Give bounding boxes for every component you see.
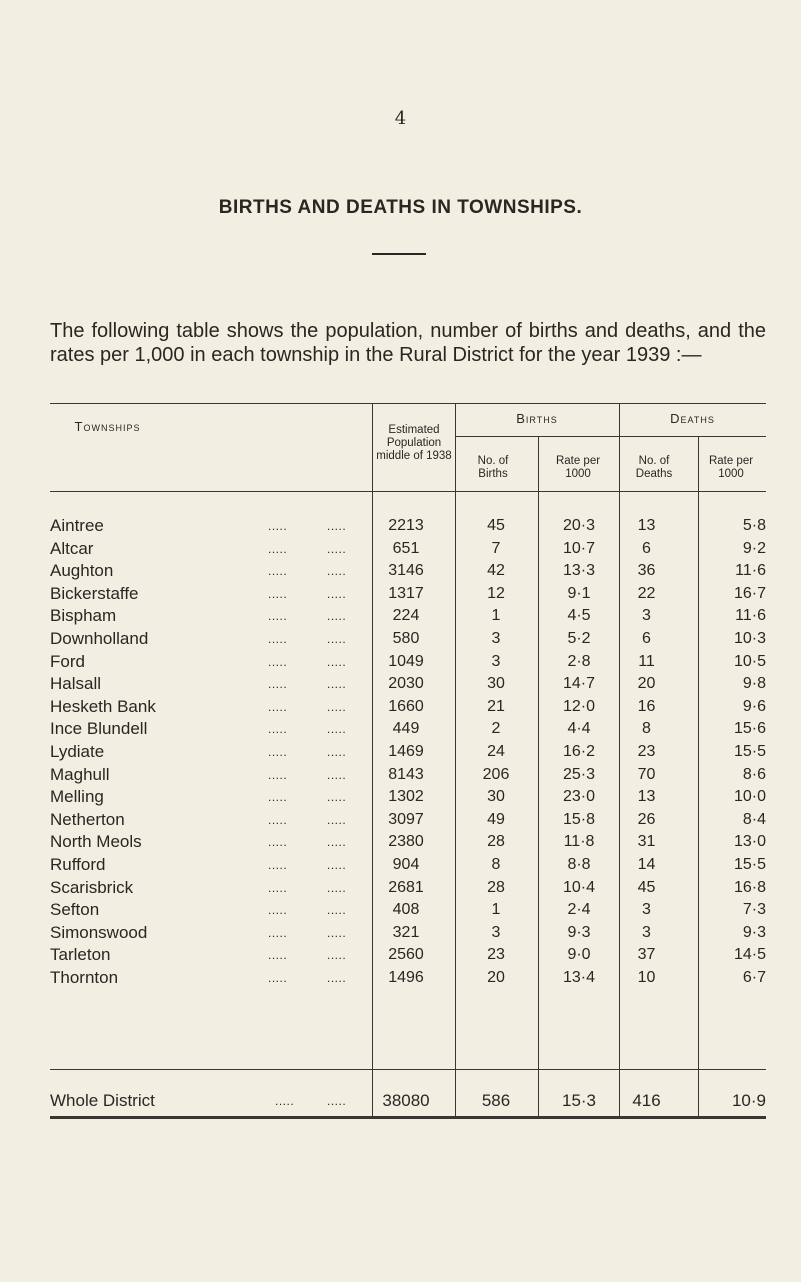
death-rate-cell: 11·6 <box>735 562 766 580</box>
deaths-cell: 22 <box>637 584 656 602</box>
deaths-cell: 26 <box>637 810 656 828</box>
leader-dots: ..... <box>268 971 288 985</box>
leader-dots: ..... <box>327 880 347 895</box>
total-births: 586 <box>481 1091 511 1110</box>
population-cell: 904 <box>392 856 420 873</box>
table-row <box>0 718 801 741</box>
deaths-cell: 16 <box>637 697 656 715</box>
table-row <box>0 877 801 900</box>
leader-dots: ..... <box>327 858 347 872</box>
death-rate-cell: 10·5 <box>733 652 766 670</box>
births-cell: 21 <box>487 697 505 715</box>
total-label: Whole District <box>50 1091 155 1110</box>
township-name: Bickerstaffe <box>50 583 139 603</box>
leader-dots: ..... <box>327 903 347 918</box>
deaths-cell: 31 <box>637 833 656 851</box>
birth-rate-cell: 5·2 <box>567 630 591 647</box>
deaths-cell: 45 <box>637 878 656 896</box>
population-cell: 580 <box>392 630 420 647</box>
leader-dots: ..... <box>268 948 288 963</box>
deaths-cell: 6 <box>642 630 651 647</box>
township-name: Bispham <box>50 606 117 626</box>
deaths-cell: 8 <box>642 720 651 738</box>
death-rate-cell: 8·4 <box>742 810 766 828</box>
population-cell: 2213 <box>388 517 424 534</box>
birth-rate-cell: 10·4 <box>562 878 596 896</box>
leader-dots: ..... <box>327 835 347 850</box>
leader-dots: ..... <box>268 677 288 692</box>
population-cell: 651 <box>392 539 420 557</box>
birth-rate-cell: 4·4 <box>567 720 591 738</box>
death-rate-cell: 15·5 <box>733 743 766 760</box>
header-bottom-rule <box>50 491 766 492</box>
births-cell: 23 <box>487 946 505 964</box>
births-cell: 8 <box>491 856 501 873</box>
total-dots: ..... <box>275 1094 295 1108</box>
total-top-rule <box>50 1069 766 1070</box>
births-cell: 3 <box>491 630 501 647</box>
births-cell: 30 <box>487 675 505 693</box>
table-bottom-rule <box>50 1116 766 1119</box>
table-row <box>0 944 801 967</box>
total-deaths: 416 <box>632 1091 661 1110</box>
table-row <box>0 538 801 561</box>
births-cell: 206 <box>482 765 510 783</box>
leader-dots: ..... <box>327 677 347 692</box>
death-rate-cell: 6·7 <box>742 969 766 986</box>
births-cell: 3 <box>491 923 501 941</box>
population-cell: 3097 <box>388 810 424 828</box>
table-row <box>0 786 801 809</box>
birth-rate-cell: 8·8 <box>567 856 591 873</box>
township-name: Hesketh Bank <box>50 696 156 716</box>
births-cell: 1 <box>491 901 501 919</box>
leader-dots: ..... <box>327 790 347 805</box>
death-rate-cell: 15·6 <box>733 720 766 738</box>
table-row <box>0 696 801 719</box>
death-rate-cell: 9·2 <box>742 539 766 557</box>
total-dots-2: ..... <box>327 1094 347 1108</box>
leader-dots: ..... <box>327 699 347 714</box>
page-title: BIRTHS AND DEATHS IN TOWNSHIPS. <box>218 197 583 218</box>
birth-rate-cell: 9·0 <box>567 946 591 964</box>
leader-dots: ..... <box>268 790 288 805</box>
death-rate-cell: 7·3 <box>742 901 766 919</box>
births-cell: 42 <box>487 562 505 580</box>
leader-dots: ..... <box>268 564 288 579</box>
population-cell: 2560 <box>388 946 424 964</box>
births-cell: 28 <box>487 833 505 851</box>
birth-rate-cell: 15·8 <box>562 810 596 828</box>
population-cell: 408 <box>392 901 420 919</box>
township-name: Halsall <box>50 674 102 694</box>
leader-dots: ..... <box>268 632 288 646</box>
table-row <box>0 515 801 538</box>
table-row <box>0 764 801 787</box>
header-townships: Townships <box>74 419 141 434</box>
leader-dots: ..... <box>268 835 288 850</box>
header-births-group: Births <box>516 411 558 426</box>
township-name: Downholland <box>50 629 149 648</box>
population-cell: 2681 <box>388 878 424 896</box>
population-cell: 8143 <box>388 765 424 783</box>
table-row <box>0 831 801 854</box>
deaths-cell: 13 <box>637 788 656 806</box>
leader-dots: ..... <box>268 541 288 556</box>
subheader-rule <box>455 436 766 437</box>
leader-dots: ..... <box>327 812 347 827</box>
township-name: Thornton <box>50 968 119 987</box>
leader-dots: ..... <box>268 654 288 669</box>
deaths-cell: 20 <box>637 675 656 693</box>
table-row <box>0 651 801 674</box>
header-deaths-group: Deaths <box>670 411 715 426</box>
township-name: Scarisbrick <box>50 877 134 897</box>
deaths-cell: 36 <box>637 562 656 580</box>
birth-rate-cell: 23·0 <box>562 788 596 806</box>
table-row <box>0 628 801 651</box>
leader-dots: ..... <box>268 880 288 895</box>
leader-dots: ..... <box>327 925 347 940</box>
death-rate-cell: 9·6 <box>742 697 766 715</box>
death-rate-cell: 5·8 <box>742 517 766 534</box>
population-cell: 1660 <box>388 697 424 715</box>
birth-rate-cell: 4·5 <box>567 607 591 625</box>
leader-dots: ..... <box>268 858 288 872</box>
township-name: Altcar <box>50 538 94 558</box>
header-birth-rate: Rate per 1000 <box>555 455 601 480</box>
intro-paragraph: The following table shows the population, number of births and deaths, and the rates per 1,000 in each township in the Rural District for the year 1939 :— <box>50 320 766 366</box>
leader-dots: ..... <box>268 586 288 601</box>
leader-dots: ..... <box>327 654 347 669</box>
table-row <box>0 922 801 945</box>
header-no-deaths: No. of Deaths <box>635 455 673 480</box>
population-cell: 3146 <box>388 562 424 580</box>
township-name: Simonswood <box>50 922 148 942</box>
birth-rate-cell: 11·8 <box>563 833 595 851</box>
header-no-births: No. of Births <box>477 455 509 480</box>
births-cell: 2 <box>491 720 501 738</box>
birth-rate-cell: 16·2 <box>562 743 596 760</box>
deaths-cell: 13 <box>637 517 656 534</box>
population-cell: 1469 <box>388 743 424 760</box>
births-cell: 45 <box>487 517 505 534</box>
death-rate-cell: 14·5 <box>733 946 766 964</box>
total-death-rate: 10·9 <box>731 1091 766 1110</box>
death-rate-cell: 10·3 <box>733 630 766 647</box>
birth-rate-cell: 12·0 <box>562 697 596 715</box>
leader-dots: ..... <box>327 541 347 556</box>
township-name: North Meols <box>50 832 142 852</box>
leader-dots: ..... <box>327 722 347 737</box>
population-cell: 321 <box>392 923 420 941</box>
population-cell: 1049 <box>388 652 424 670</box>
leader-dots: ..... <box>327 767 347 782</box>
leader-dots: ..... <box>268 745 288 759</box>
township-name: Lydiate <box>50 742 105 761</box>
deaths-cell: 6 <box>642 539 651 557</box>
leader-dots: ..... <box>268 767 288 782</box>
population-cell: 224 <box>392 607 420 625</box>
township-name: Ince Blundell <box>50 719 148 739</box>
population-cell: 2030 <box>388 675 424 693</box>
leader-dots: ..... <box>268 699 288 714</box>
birth-rate-cell: 13·4 <box>562 969 596 986</box>
births-cell: 20 <box>487 969 505 986</box>
birth-rate-cell: 10·7 <box>562 539 596 557</box>
population-cell: 449 <box>392 720 420 738</box>
deaths-cell: 10 <box>637 969 656 986</box>
birth-rate-cell: 14·7 <box>562 675 596 693</box>
township-name: Netherton <box>50 809 125 829</box>
deaths-cell: 70 <box>637 765 656 783</box>
death-rate-cell: 11·6 <box>735 607 766 625</box>
total-row <box>0 1090 801 1113</box>
birth-rate-cell: 25·3 <box>562 765 596 783</box>
birth-rate-cell: 2·8 <box>567 652 591 670</box>
population-cell: 2380 <box>388 833 424 851</box>
deaths-cell: 14 <box>637 856 656 873</box>
leader-dots: ..... <box>327 519 347 533</box>
birth-rate-cell: 2·4 <box>567 901 591 919</box>
leader-dots: ..... <box>327 971 347 985</box>
leader-dots: ..... <box>327 632 347 646</box>
leader-dots: ..... <box>268 722 288 737</box>
deaths-cell: 3 <box>642 901 651 919</box>
total-birth-rate: 15·3 <box>561 1091 597 1110</box>
leader-dots: ..... <box>327 586 347 601</box>
death-rate-cell: 9·8 <box>742 675 766 693</box>
population-cell: 1302 <box>388 788 424 806</box>
birth-rate-cell: 13·3 <box>562 562 596 580</box>
death-rate-cell: 16·7 <box>733 584 766 602</box>
leader-dots: ..... <box>327 948 347 963</box>
births-cell: 49 <box>487 810 505 828</box>
table-row <box>0 967 801 990</box>
table-row <box>0 560 801 583</box>
township-name: Aintree <box>50 516 104 535</box>
leader-dots: ..... <box>268 903 288 918</box>
birth-rate-cell: 9·1 <box>567 584 591 602</box>
births-cell: 7 <box>491 539 501 557</box>
township-name: Ford <box>50 651 85 671</box>
deaths-cell: 3 <box>642 607 651 625</box>
population-cell: 1496 <box>388 969 424 986</box>
births-cell: 12 <box>487 584 505 602</box>
table-row <box>0 899 801 922</box>
leader-dots: ..... <box>268 812 288 827</box>
township-name: Melling <box>50 787 104 807</box>
death-rate-cell: 13·0 <box>733 833 766 851</box>
births-cell: 24 <box>487 743 505 760</box>
township-name: Maghull <box>50 764 110 784</box>
death-rate-cell: 9·3 <box>742 923 766 941</box>
leader-dots: ..... <box>327 564 347 579</box>
township-name: Tarleton <box>50 945 111 965</box>
table-row <box>0 741 801 764</box>
leader-dots: ..... <box>268 925 288 940</box>
township-name: Sefton <box>50 900 100 920</box>
table-row <box>0 673 801 696</box>
birth-rate-cell: 20·3 <box>562 517 596 534</box>
death-rate-cell: 16·8 <box>733 878 766 896</box>
page-number: 4 <box>394 108 407 129</box>
death-rate-cell: 10·0 <box>733 788 766 806</box>
births-cell: 3 <box>491 652 501 670</box>
death-rate-cell: 8·6 <box>742 765 766 783</box>
total-population: 38080 <box>382 1091 430 1110</box>
leader-dots: ..... <box>268 519 288 533</box>
table-top-rule <box>50 403 766 404</box>
table-row <box>0 809 801 832</box>
births-cell: 30 <box>487 788 505 806</box>
births-cell: 1 <box>491 607 501 625</box>
header-death-rate: Rate per 1000 <box>708 455 754 480</box>
table-row <box>0 605 801 628</box>
deaths-cell: 3 <box>642 923 651 941</box>
header-population: Estimated Population middle of 1938 <box>376 424 452 462</box>
township-name: Aughton <box>50 561 114 581</box>
leader-dots: ..... <box>327 609 347 624</box>
deaths-cell: 23 <box>637 743 656 760</box>
table-row <box>0 854 801 877</box>
population-cell: 1317 <box>388 584 424 602</box>
deaths-cell: 11 <box>638 652 655 670</box>
table-row <box>0 583 801 606</box>
leader-dots: ..... <box>327 745 347 759</box>
leader-dots: ..... <box>268 609 288 624</box>
births-cell: 28 <box>487 878 505 896</box>
death-rate-cell: 15·5 <box>733 856 766 873</box>
deaths-cell: 37 <box>637 946 656 964</box>
birth-rate-cell: 9·3 <box>567 923 591 941</box>
township-name: Rufford <box>50 855 106 874</box>
